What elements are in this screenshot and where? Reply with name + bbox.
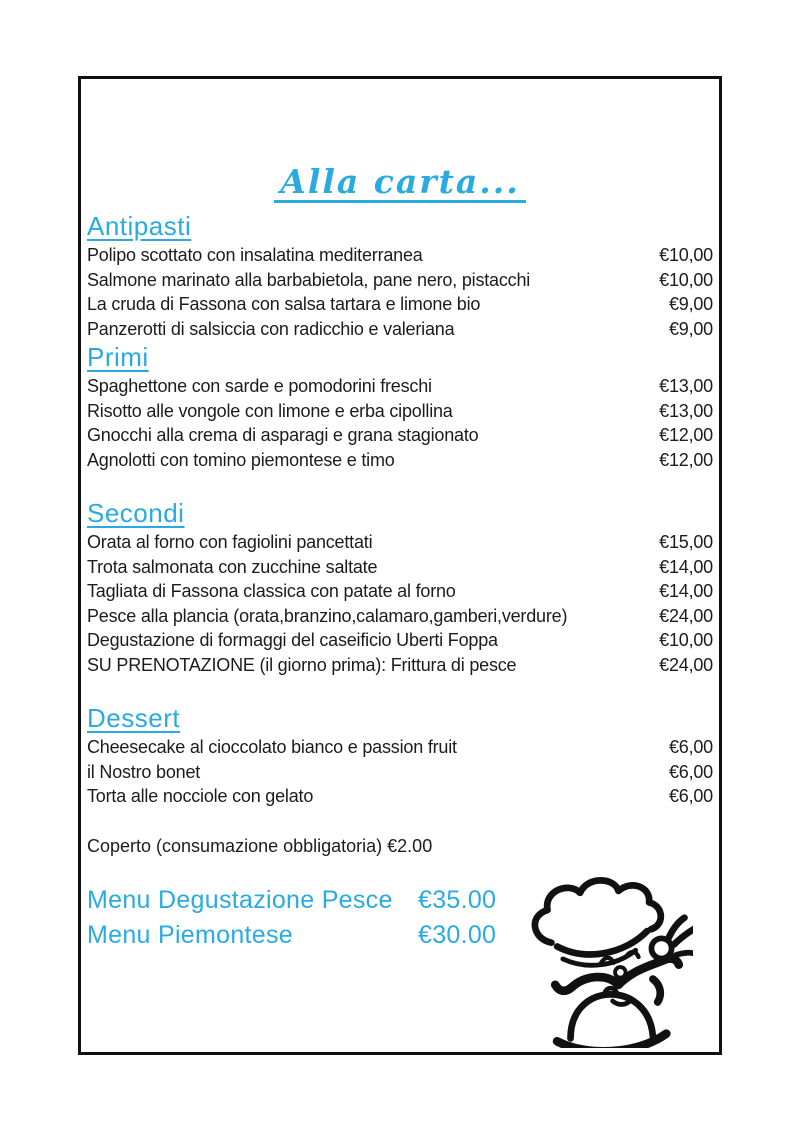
menu-item-row [87, 628, 713, 653]
dish-price: €9,00 [668, 318, 713, 339]
dish-name: Orata al forno con fagiolini pancettati [87, 532, 373, 552]
menu-item-row [87, 530, 713, 555]
dish-price: €13,00 [659, 376, 713, 396]
dish-price: €6,00 [668, 786, 713, 806]
menu-item-row [87, 653, 713, 678]
menu-item-row [87, 268, 713, 293]
dish-price: €9,00 [668, 294, 713, 314]
menu-section-primi [87, 341, 713, 472]
dish-name: Polipo scottato con insalatina mediterranea [87, 245, 423, 265]
dish-name: Degustazione di formaggi del caseificio Uberti Foppa [87, 630, 498, 650]
dish-price: €24,00 [659, 654, 713, 675]
page-title: Alla carta... [274, 165, 526, 203]
menu-item-row [87, 448, 713, 473]
section-title: Primi [87, 342, 149, 372]
dish-price: €13,00 [659, 400, 713, 421]
menu-item-row [87, 374, 713, 399]
dish-price: €10,00 [659, 630, 713, 650]
section-title: Dessert [87, 703, 181, 733]
dish-name: La cruda di Fassona con salsa tartara e limone bio [87, 294, 481, 314]
dish-price: €6,00 [668, 737, 713, 757]
menu-page-frame [78, 76, 722, 1055]
menu-section-dessert [87, 702, 713, 809]
menu-item-row [87, 423, 713, 448]
dish-price: €12,00 [659, 425, 713, 445]
menu-sections [87, 210, 713, 809]
dish-name: SU PRENOTAZIONE (il giorno prima): Frittura di pesce [87, 654, 517, 675]
menu-item-row [87, 317, 713, 342]
chef-illustration [517, 866, 693, 1048]
dish-price: €14,00 [659, 556, 713, 577]
dish-name: il Nostro bonet [87, 761, 201, 782]
menu-item-row [87, 735, 713, 760]
menu-content [81, 79, 719, 1052]
dish-price: €10,00 [659, 269, 713, 290]
dish-name: Agnolotti con tomino piemontese e timo [87, 449, 395, 470]
dish-price: €15,00 [659, 532, 713, 552]
dish-price: €10,00 [659, 245, 713, 265]
menu-item-row [87, 399, 713, 424]
section-title: Antipasti [87, 211, 192, 241]
dish-price: €6,00 [668, 761, 713, 782]
dish-name: Spaghettone con sarde e pomodorini freschi [87, 376, 432, 396]
dish-name: Tagliata di Fassona classica con patate al forno [87, 581, 456, 601]
coperto-note: Coperto (consumazione obbligatoria) €2.00 [87, 835, 433, 856]
dish-name: Cheesecake al cioccolato bianco e passion fruit [87, 737, 457, 757]
dish-name: Gnocchi alla crema di asparagi e grana stagionato [87, 425, 479, 445]
dish-name: Panzerotti di salsiccia con radicchio e valeriana [87, 318, 455, 339]
menu-section-antipasti [87, 210, 713, 341]
dish-price: €14,00 [659, 581, 713, 601]
dish-price: €24,00 [659, 605, 713, 626]
dish-name: Torta alle nocciole con gelato [87, 786, 314, 806]
menu-section-secondi [87, 497, 713, 677]
dish-price: €12,00 [659, 449, 713, 470]
menu-item-row [87, 292, 713, 317]
menu-item-row [87, 243, 713, 268]
menu-item-row [87, 760, 713, 785]
dish-name: Salmone marinato alla barbabietola, pane nero, pistacchi [87, 269, 531, 290]
menu-item-row [87, 604, 713, 629]
fixed-menu-name: Menu Degustazione Pesce [87, 886, 393, 914]
menu-item-row [87, 784, 713, 809]
menu-item-row [87, 555, 713, 580]
menu-title-wrap [87, 162, 713, 203]
dish-name: Pesce alla plancia (orata,branzino,calamaro,gamberi,verdure) [87, 605, 568, 626]
section-title: Secondi [87, 498, 185, 528]
fixed-menu-price: €30.00 [418, 921, 497, 949]
dish-name: Trota salmonata con zucchine saltate [87, 556, 378, 577]
dish-name: Risotto alle vongole con limone e erba cipollina [87, 400, 453, 421]
fixed-menu-price: €35.00 [418, 886, 497, 914]
fixed-menu-name: Menu Piemontese [87, 921, 294, 949]
menu-item-row [87, 579, 713, 604]
